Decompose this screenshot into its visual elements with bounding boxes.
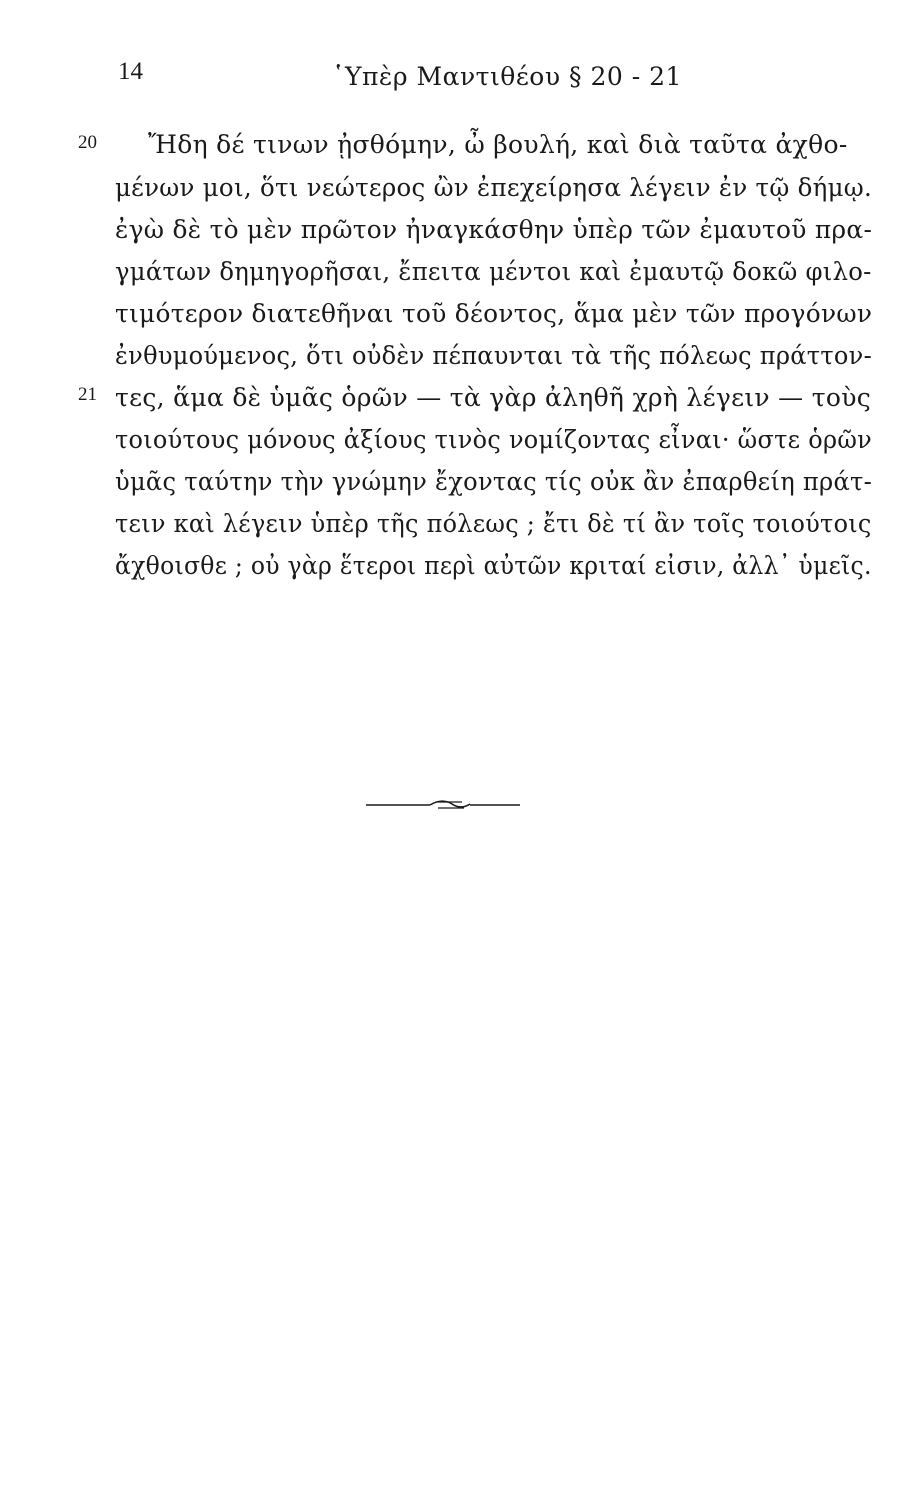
section-end-ornament (366, 794, 520, 814)
text-line: τειν καὶ λέγειν ὑπὲρ τῆς πόλεως ; ἔτι δὲ τί ἂν τοῖς τοιούτοις (115, 509, 872, 538)
text-line: ὑμᾶς ταύτην τὴν γνώμην ἔχοντας τίς οὐκ ἂν ἐπαρθείη πράτ- (115, 467, 873, 496)
running-head: ῾Υπὲρ Μαντιθέου § 20 - 21 (332, 62, 682, 91)
text-line: μένων μοι, ὅτι νεώτερος ὢν ἐπεχείρησα λέγειν ἐν τῷ δήμῳ. (115, 173, 873, 202)
text-line: Ἤδη δέ τινων ᾐσθόμην, ὦ βουλή, καὶ διὰ ταῦτα ἀχθο- (148, 130, 848, 159)
section-number-21: 21 (78, 384, 97, 405)
page-number: 14 (118, 58, 143, 85)
text-line: τιμότερον διατεθῆναι τοῦ δέοντος, ἅμα μὲν τῶν προγόνων (115, 299, 873, 328)
section-number-20: 20 (78, 132, 97, 153)
text-line: τοιούτους μόνους ἀξίους τινὸς νομίζοντας εἶναι· ὥστε ὁρῶν (115, 425, 873, 454)
text-line: γμάτων δημηγορῆσαι, ἔπειτα μέντοι καὶ ἐμαυτῷ δοκῶ φιλο- (115, 257, 872, 286)
text-line: ἐγὼ δὲ τὸ μὲν πρῶτον ἠναγκάσθην ὑπὲρ τῶν ἐμαυτοῦ πρα- (115, 215, 873, 244)
text-line: ἐνθυμούμενος, ὅτι οὐδὲν πέπαυνται τὰ τῆς πόλεως πράττον- (115, 341, 872, 370)
text-line: τες, ἅμα δὲ ὑμᾶς ὁρῶν — τὰ γὰρ ἀληθῆ χρὴ λέγειν — τοὺς (115, 383, 871, 412)
text-line: ἄχθοισθε ; οὐ γὰρ ἕτεροι περὶ αὐτῶν κριταί εἰσιν, ἀλλ᾽ ὑμεῖς. (115, 551, 872, 580)
